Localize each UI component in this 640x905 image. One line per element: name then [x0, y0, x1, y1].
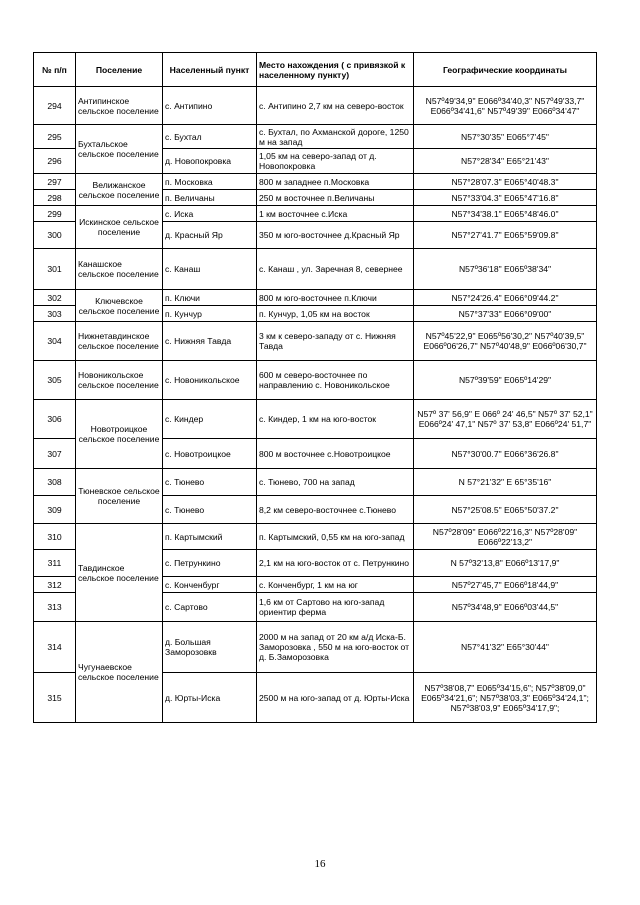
settlement-cell: Нижнетавдинское сельское поселение — [76, 322, 163, 361]
table-row — [34, 87, 597, 125]
coords-cell: N57°41'32" E65°30'44" — [414, 622, 597, 673]
monuments-table — [33, 52, 597, 723]
place-cell: 600 м северо-восточнее по направлению с. Новоникольское — [257, 361, 414, 400]
place-cell: 250 м восточнее п.Величаны — [257, 190, 414, 206]
coords-cell: N57º36'18" E065º38'34" — [414, 249, 597, 290]
locality-cell: с. Нижняя Тавда — [163, 322, 257, 361]
settlement-cell: Ключевское сельское поселение — [76, 290, 163, 322]
locality-cell: с. Канаш — [163, 249, 257, 290]
place-cell: 800 м юго-восточнее п.Ключи — [257, 290, 414, 306]
locality-cell: д. Красный Яр — [163, 222, 257, 249]
coords-cell: N57º34'48,9" E066º03'44,5" — [414, 593, 597, 622]
table-row — [34, 400, 597, 439]
place-cell: 2000 м на запад от 20 км а/д Иска-Б. Заморозовка , 550 м на юго-восток от д. Б.Заморозовка — [257, 622, 414, 673]
row-num: 311 — [34, 550, 76, 577]
table-row — [34, 249, 597, 290]
coords-cell: N57º28'09" E066º22'16,3" N57º28'09" E066º22'13,2" — [414, 524, 597, 550]
place-cell: 1,6 км от Сартово на юго-запад ориентир ферма — [257, 593, 414, 622]
coords-cell: N57°25'08.5" E065°50'37.2" — [414, 496, 597, 524]
place-cell: 1,05 км на северо-запад от д. Новопокровка — [257, 149, 414, 174]
header-coords: Географические координаты — [414, 53, 597, 87]
coords-cell: N57°30'00.7" E066°36'26.8" — [414, 439, 597, 469]
locality-cell: п. Кунчур — [163, 306, 257, 322]
coords-cell: N57°24'26.4" E066°09'44.2" — [414, 290, 597, 306]
coords-cell: N57º38'08,7" E065º34'15,6"; N57º38'09,0" E065º34'21,6"; N57º38'03,3" E065º34'24,1"; N57º38'03,9" E065º34'17,9"; — [414, 673, 597, 723]
coords-cell: N57°27'41.7" E065°59'09.8" — [414, 222, 597, 249]
row-num: 300 — [34, 222, 76, 249]
row-num: 297 — [34, 174, 76, 190]
locality-cell: с. Иска — [163, 206, 257, 222]
settlement-cell: Новоникольское сельское поселение — [76, 361, 163, 400]
row-num: 315 — [34, 673, 76, 723]
locality-cell: с. Сартово — [163, 593, 257, 622]
table-row — [34, 361, 597, 400]
locality-cell: с. Тюнево — [163, 469, 257, 496]
coords-cell: N57º49'34,9" E066º34'40,3" N57º49'33,7" E066º34'41,6" N57º49'39" E066º34'47" — [414, 87, 597, 125]
table-row — [34, 322, 597, 361]
coords-cell: N 57°21'32" E 65°35'16" — [414, 469, 597, 496]
place-cell: с. Киндер, 1 км на юго-восток — [257, 400, 414, 439]
table-row — [34, 524, 597, 550]
locality-cell: с. Киндер — [163, 400, 257, 439]
locality-cell: п. Картымский — [163, 524, 257, 550]
settlement-cell: Новотроицкое сельское поселение — [76, 400, 163, 469]
table-row — [34, 206, 597, 222]
table-row — [34, 174, 597, 190]
place-cell: 2500 м на юго-запад от д. Юрты-Иска — [257, 673, 414, 723]
place-cell: с. Конченбург, 1 км на юг — [257, 577, 414, 593]
coords-cell: N57º45'22,9" E065º56'30,2" N57º40'39,5" E066º06'26,7" N57º40'48,9" E066º06'30,7" — [414, 322, 597, 361]
row-num: 312 — [34, 577, 76, 593]
locality-cell: с. Антипино — [163, 87, 257, 125]
table-row — [34, 622, 597, 673]
coords-cell: N57°34'38.1" E065°48'46.0" — [414, 206, 597, 222]
locality-cell: с. Тюнево — [163, 496, 257, 524]
row-num: 304 — [34, 322, 76, 361]
locality-cell: с. Конченбург — [163, 577, 257, 593]
table-row — [34, 290, 597, 306]
header-num: № п/п — [34, 53, 76, 87]
row-num: 307 — [34, 439, 76, 469]
coords-cell: N57°28'34" E65°21'43" — [414, 149, 597, 174]
coords-cell: N 57º32'13,8" E066º13'17,9" — [414, 550, 597, 577]
coords-cell: N57º27'45,7" E066º18'44,9" — [414, 577, 597, 593]
row-num: 313 — [34, 593, 76, 622]
place-cell: 3 км к северо-западу от с. Нижняя Тавда — [257, 322, 414, 361]
row-num: 299 — [34, 206, 76, 222]
header-place: Место нахождения ( с привязкой к населенному пункту) — [257, 53, 414, 87]
coords-cell: N57º 37' 56,9" E 066º 24' 46,5" N57º 37' 52,1" E066º24' 47,1" N57º 37' 53,8" E066º24' 51,7" — [414, 400, 597, 439]
locality-cell: д. Новопокровка — [163, 149, 257, 174]
row-num: 303 — [34, 306, 76, 322]
place-cell: с. Антипино 2,7 км на северо-восток — [257, 87, 414, 125]
row-num: 314 — [34, 622, 76, 673]
row-num: 296 — [34, 149, 76, 174]
settlement-cell: Тавдинское сельское поселение — [76, 524, 163, 622]
row-num: 295 — [34, 125, 76, 149]
locality-cell: п. Ключи — [163, 290, 257, 306]
locality-cell: с. Новотроицкое — [163, 439, 257, 469]
row-num: 302 — [34, 290, 76, 306]
row-num: 310 — [34, 524, 76, 550]
place-cell: п. Кунчур, 1,05 км на восток — [257, 306, 414, 322]
row-num: 306 — [34, 400, 76, 439]
settlement-cell: Антипинское сельское поселение — [76, 87, 163, 125]
page-number: 16 — [314, 858, 326, 870]
place-cell: с. Канаш , ул. Заречная 8, севернее — [257, 249, 414, 290]
place-cell: 8,2 км северо-восточнее с.Тюнево — [257, 496, 414, 524]
locality-cell: п. Величаны — [163, 190, 257, 206]
locality-cell: с. Новоникольское — [163, 361, 257, 400]
table-row — [34, 125, 597, 149]
table-row — [34, 469, 597, 496]
locality-cell: д. Большая Заморозовкв — [163, 622, 257, 673]
locality-cell: п. Московка — [163, 174, 257, 190]
place-cell: 1 км восточнее с.Иска — [257, 206, 414, 222]
coords-cell: N57º39'59" E065º14'29" — [414, 361, 597, 400]
settlement-cell: Тюневское сельское поселение — [76, 469, 163, 524]
locality-cell: д. Юрты-Иска — [163, 673, 257, 723]
settlement-cell: Искинское сельское поселение — [76, 206, 163, 249]
coords-cell: N57°30'35" E065°7'45" — [414, 125, 597, 149]
place-cell: п. Картымский, 0,55 км на юго-запад — [257, 524, 414, 550]
row-num: 305 — [34, 361, 76, 400]
header-locality: Населенный пункт — [163, 53, 257, 87]
place-cell: с. Тюнево, 700 на запад — [257, 469, 414, 496]
settlement-cell: Велижанское сельское поселение — [76, 174, 163, 206]
place-cell: с. Бухтал, по Ахманской дороге, 1250 м на запад — [257, 125, 414, 149]
locality-cell: с. Петрункино — [163, 550, 257, 577]
coords-cell: N57°28'07.3" E065°40'48.3" — [414, 174, 597, 190]
header-settlement: Поселение — [76, 53, 163, 87]
row-num: 308 — [34, 469, 76, 496]
place-cell: 800 м восточнее с.Новотроицкое — [257, 439, 414, 469]
row-num: 301 — [34, 249, 76, 290]
settlement-cell: Бухтальское сельское поселение — [76, 125, 163, 174]
locality-cell: с. Бухтал — [163, 125, 257, 149]
row-num: 294 — [34, 87, 76, 125]
coords-cell: N57°33'04.3" E065°47'16.8" — [414, 190, 597, 206]
row-num: 298 — [34, 190, 76, 206]
place-cell: 800 м западнее п.Московка — [257, 174, 414, 190]
settlement-cell: Канашское сельское поселение — [76, 249, 163, 290]
place-cell: 350 м юго-восточнее д.Красный Яр — [257, 222, 414, 249]
row-num: 309 — [34, 496, 76, 524]
place-cell: 2,1 км на юго-восток от с. Петрункино — [257, 550, 414, 577]
settlement-cell: Чугунаевское сельское поселение — [76, 622, 163, 723]
coords-cell: N57°37'33" E066°09'00" — [414, 306, 597, 322]
